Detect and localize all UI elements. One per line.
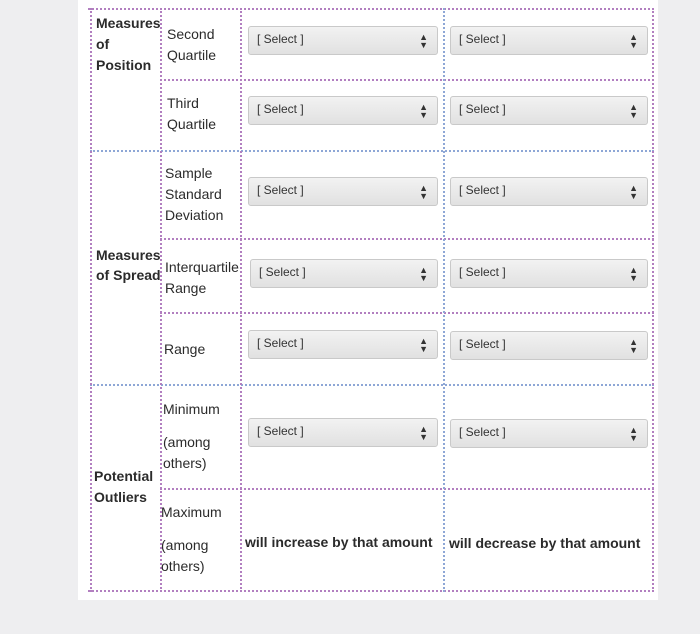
grid-line bbox=[652, 8, 654, 592]
sort-arrows-icon: ▲ ▼ bbox=[419, 336, 428, 354]
grid-line bbox=[90, 150, 654, 152]
select-value: [ Select ] bbox=[257, 102, 304, 116]
select-sample-sd-a[interactable] bbox=[248, 177, 438, 206]
row-label-second-quartile: Second bbox=[167, 26, 215, 42]
select-minimum-a[interactable] bbox=[248, 418, 438, 447]
row-label-sample-standard-deviation: Deviation bbox=[165, 207, 224, 223]
select-value: [ Select ] bbox=[459, 183, 506, 197]
row-label-interquartile-range: Interquartile bbox=[165, 259, 239, 275]
select-minimum-b[interactable] bbox=[450, 419, 648, 448]
grid-line bbox=[160, 238, 654, 240]
group-label-measures-spread: Measures bbox=[96, 247, 161, 263]
grid-line bbox=[88, 8, 654, 10]
grid-line bbox=[88, 590, 654, 592]
group-label-potential-outliers: Potential bbox=[94, 468, 154, 484]
sort-arrows-icon: ▲ ▼ bbox=[629, 337, 638, 355]
group-label-measures-spread: of Spread bbox=[96, 267, 161, 283]
select-value: [ Select ] bbox=[257, 183, 304, 197]
select-value: [ Select ] bbox=[459, 265, 506, 279]
sort-arrows-icon: ▲ ▼ bbox=[629, 32, 638, 50]
group-label-measures-position: Position bbox=[96, 57, 152, 73]
grid-line bbox=[90, 8, 92, 592]
select-range-a[interactable] bbox=[248, 330, 438, 359]
select-value: [ Select ] bbox=[257, 336, 304, 350]
sort-arrows-icon: ▲ ▼ bbox=[419, 183, 428, 201]
sort-arrows-icon: ▲ ▼ bbox=[629, 265, 638, 283]
select-iqr-b[interactable] bbox=[450, 259, 648, 288]
row-label-maximum: others) bbox=[161, 558, 205, 574]
select-value: [ Select ] bbox=[257, 424, 304, 438]
grid-line bbox=[160, 79, 654, 81]
sort-arrows-icon: ▲ ▼ bbox=[629, 425, 638, 443]
group-label-measures-position: Measures bbox=[96, 15, 161, 31]
row-label-minimum: (among bbox=[163, 434, 211, 450]
row-label-sample-standard-deviation: Standard bbox=[165, 186, 222, 202]
select-value: [ Select ] bbox=[459, 32, 506, 46]
row-label-maximum: (among bbox=[161, 537, 209, 553]
grid-line bbox=[240, 8, 242, 592]
sort-arrows-icon: ▲ ▼ bbox=[629, 102, 638, 120]
grid-line bbox=[160, 312, 654, 314]
sort-arrows-icon: ▲ ▼ bbox=[419, 424, 428, 442]
group-label-measures-position: of bbox=[96, 36, 110, 52]
select-value: [ Select ] bbox=[459, 337, 506, 351]
select-value: [ Select ] bbox=[459, 102, 506, 116]
grid-line bbox=[90, 384, 654, 386]
option-will-increase[interactable]: will increase by that amount bbox=[245, 534, 433, 550]
group-label-potential-outliers: Outliers bbox=[94, 489, 147, 505]
select-sample-sd-b[interactable] bbox=[450, 177, 648, 206]
grid-line bbox=[443, 8, 445, 592]
row-label-minimum: others) bbox=[163, 455, 207, 471]
option-will-decrease[interactable]: will decrease by that amount bbox=[449, 535, 641, 551]
row-label-range: Range bbox=[164, 341, 206, 357]
select-second-quartile-b[interactable] bbox=[450, 26, 648, 55]
grid-line bbox=[160, 488, 654, 490]
row-label-second-quartile: Quartile bbox=[167, 47, 217, 63]
row-label-third-quartile: Quartile bbox=[167, 116, 217, 132]
select-value: [ Select ] bbox=[459, 425, 506, 439]
row-label-third-quartile: Third bbox=[167, 95, 199, 111]
sort-arrows-icon: ▲ ▼ bbox=[629, 183, 638, 201]
sort-arrows-icon: ▲ ▼ bbox=[419, 102, 428, 120]
select-value: [ Select ] bbox=[259, 265, 306, 279]
select-third-quartile-a[interactable] bbox=[248, 96, 438, 125]
select-range-b[interactable] bbox=[450, 331, 648, 360]
select-second-quartile-a[interactable] bbox=[248, 26, 438, 55]
select-value: [ Select ] bbox=[257, 32, 304, 46]
row-label-maximum: Maximum bbox=[161, 504, 222, 520]
sort-arrows-icon: ▲ ▼ bbox=[419, 32, 428, 50]
sort-arrows-icon: ▲ ▼ bbox=[419, 265, 428, 283]
select-third-quartile-b[interactable] bbox=[450, 96, 648, 125]
row-label-minimum: Minimum bbox=[163, 401, 220, 417]
row-label-sample-standard-deviation: Sample bbox=[165, 165, 213, 181]
row-label-interquartile-range: Range bbox=[165, 280, 207, 296]
select-iqr-a[interactable] bbox=[250, 259, 438, 288]
